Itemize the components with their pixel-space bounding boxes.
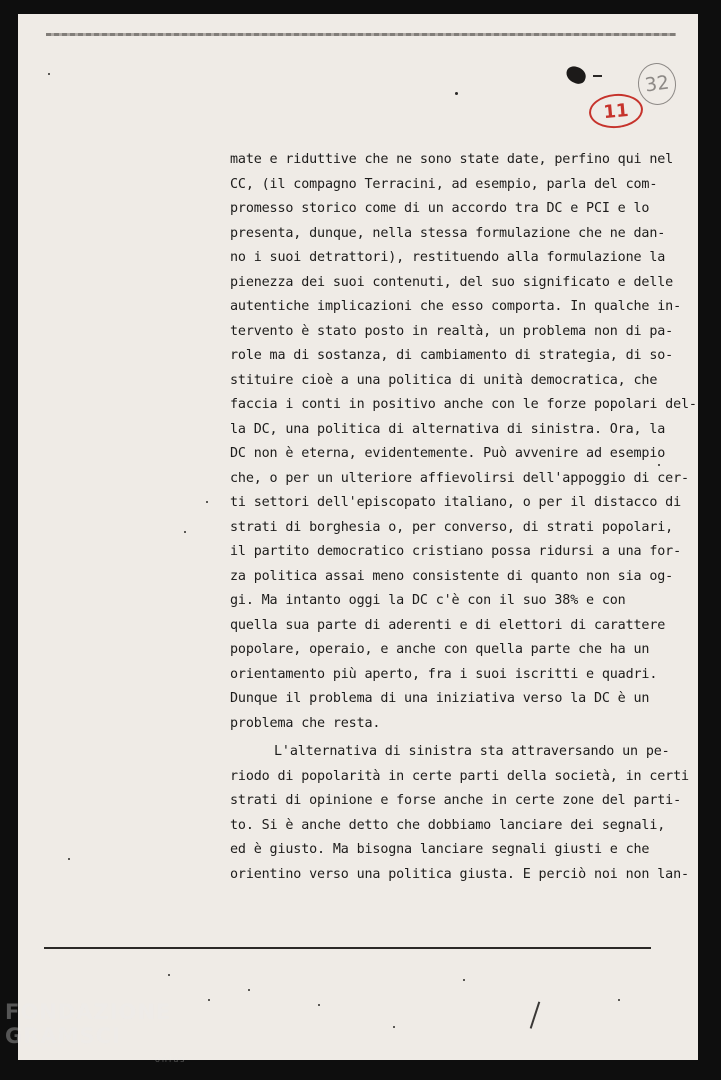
- speck: [393, 1026, 395, 1028]
- speck: [68, 858, 70, 860]
- text-line: autentiche implicazioni che esso comporta. In qualche in-: [230, 299, 681, 314]
- speck: [248, 989, 250, 991]
- text-line: strati di opinione e forse anche in certe zone del parti-: [230, 793, 681, 808]
- speck: [658, 464, 660, 466]
- text-line: il partito democratico cristiano possa ridursi a una for-: [230, 544, 681, 559]
- pencil-mark: [530, 1001, 540, 1028]
- archive-number-stamp: 32: [635, 61, 678, 108]
- speck: [463, 979, 465, 981]
- speck: [206, 501, 208, 503]
- document-page: [18, 14, 698, 1060]
- text-line: strati di borghesia o, per converso, di strati popolari,: [230, 519, 674, 535]
- text-line: orientamento più aperto, fra i suoi iscritti e quadri.: [230, 666, 658, 682]
- text-line: pienezza dei suoi contenuti, del suo significato e delle: [230, 274, 674, 290]
- speck: [318, 1004, 320, 1006]
- speck: [168, 974, 170, 976]
- text-line: popolare, operaio, e anche con quella parte che ha un: [230, 642, 650, 657]
- top-rule: [46, 33, 676, 36]
- text-line: ti settori dell'episcopato italiano, o per il distacco di: [230, 495, 681, 510]
- speck: [208, 999, 210, 1001]
- text-line: L'alternativa di sinistra sta attraversando un pe-: [274, 744, 670, 759]
- speck: [618, 999, 620, 1001]
- bottom-rule: [44, 947, 651, 949]
- text-line: stituire cioè a una politica di unità democratica, che: [230, 372, 658, 388]
- text-line: role ma di sostanza, di cambiamento di strategia, di so-: [230, 348, 674, 363]
- text-line: presenta, dunque, nella stessa formulazione che ne dan-: [230, 225, 666, 241]
- watermark-line-1: FONDAZIONE: [5, 1000, 172, 1024]
- text-line: mate e riduttive che ne sono state date, perfino qui nel: [230, 152, 674, 167]
- text-line: riodo di popolarità in certe parti della società, in certi: [230, 768, 689, 784]
- page-number-stamp: 11: [588, 92, 645, 131]
- text-line: quella sua parte di aderenti e di elettori di carattere: [230, 617, 666, 633]
- speck: [455, 92, 458, 95]
- text-line: za politica assai meno consistente di quanto non sia og-: [230, 568, 674, 584]
- text-line: to. Si è anche detto che dobbiamo lanciare dei segnali,: [230, 817, 666, 833]
- text-line: faccia i conti in positivo anche con le forze popolari del-: [230, 397, 697, 412]
- text-line: no i suoi detrattori), restituendo alla formulazione la: [230, 250, 666, 265]
- text-line: gi. Ma intanto oggi la DC c'è con il suo 38% e con: [230, 593, 626, 608]
- ink-dash: [593, 75, 602, 77]
- fondazione-gramsci-watermark: [5, 1000, 186, 1072]
- text-line: problema che resta.: [230, 715, 381, 731]
- text-line: ed è giusto. Ma bisogna lanciare segnali giusti e che: [230, 842, 650, 857]
- speck: [184, 531, 186, 533]
- watermark-line-2: GRAMSCI: [5, 1024, 121, 1048]
- speck: [48, 73, 50, 75]
- watermark-line-3: onlus: [155, 1055, 187, 1064]
- text-line: orientino verso una politica giusta. E perciò noi non lan-: [230, 866, 689, 882]
- text-line: DC non è eterna, evidentemente. Può avvenire ad esempio: [230, 446, 666, 461]
- text-line: che, o per un ulteriore affievolirsi dell'appoggio di cer-: [230, 470, 689, 486]
- text-line: la DC, una politica di alternativa di sinistra. Ora, la: [230, 421, 666, 437]
- body-text: [230, 148, 697, 887]
- text-line: tervento è stato posto in realtà, un problema non di pa-: [230, 323, 674, 339]
- text-line: CC, (il compagno Terracini, ad esempio, parla del com-: [230, 176, 658, 192]
- ink-blot: [564, 64, 588, 85]
- text-line: Dunque il problema di una iniziativa verso la DC è un: [230, 691, 650, 706]
- text-line: promesso storico come di un accordo tra DC e PCI e lo: [230, 201, 650, 216]
